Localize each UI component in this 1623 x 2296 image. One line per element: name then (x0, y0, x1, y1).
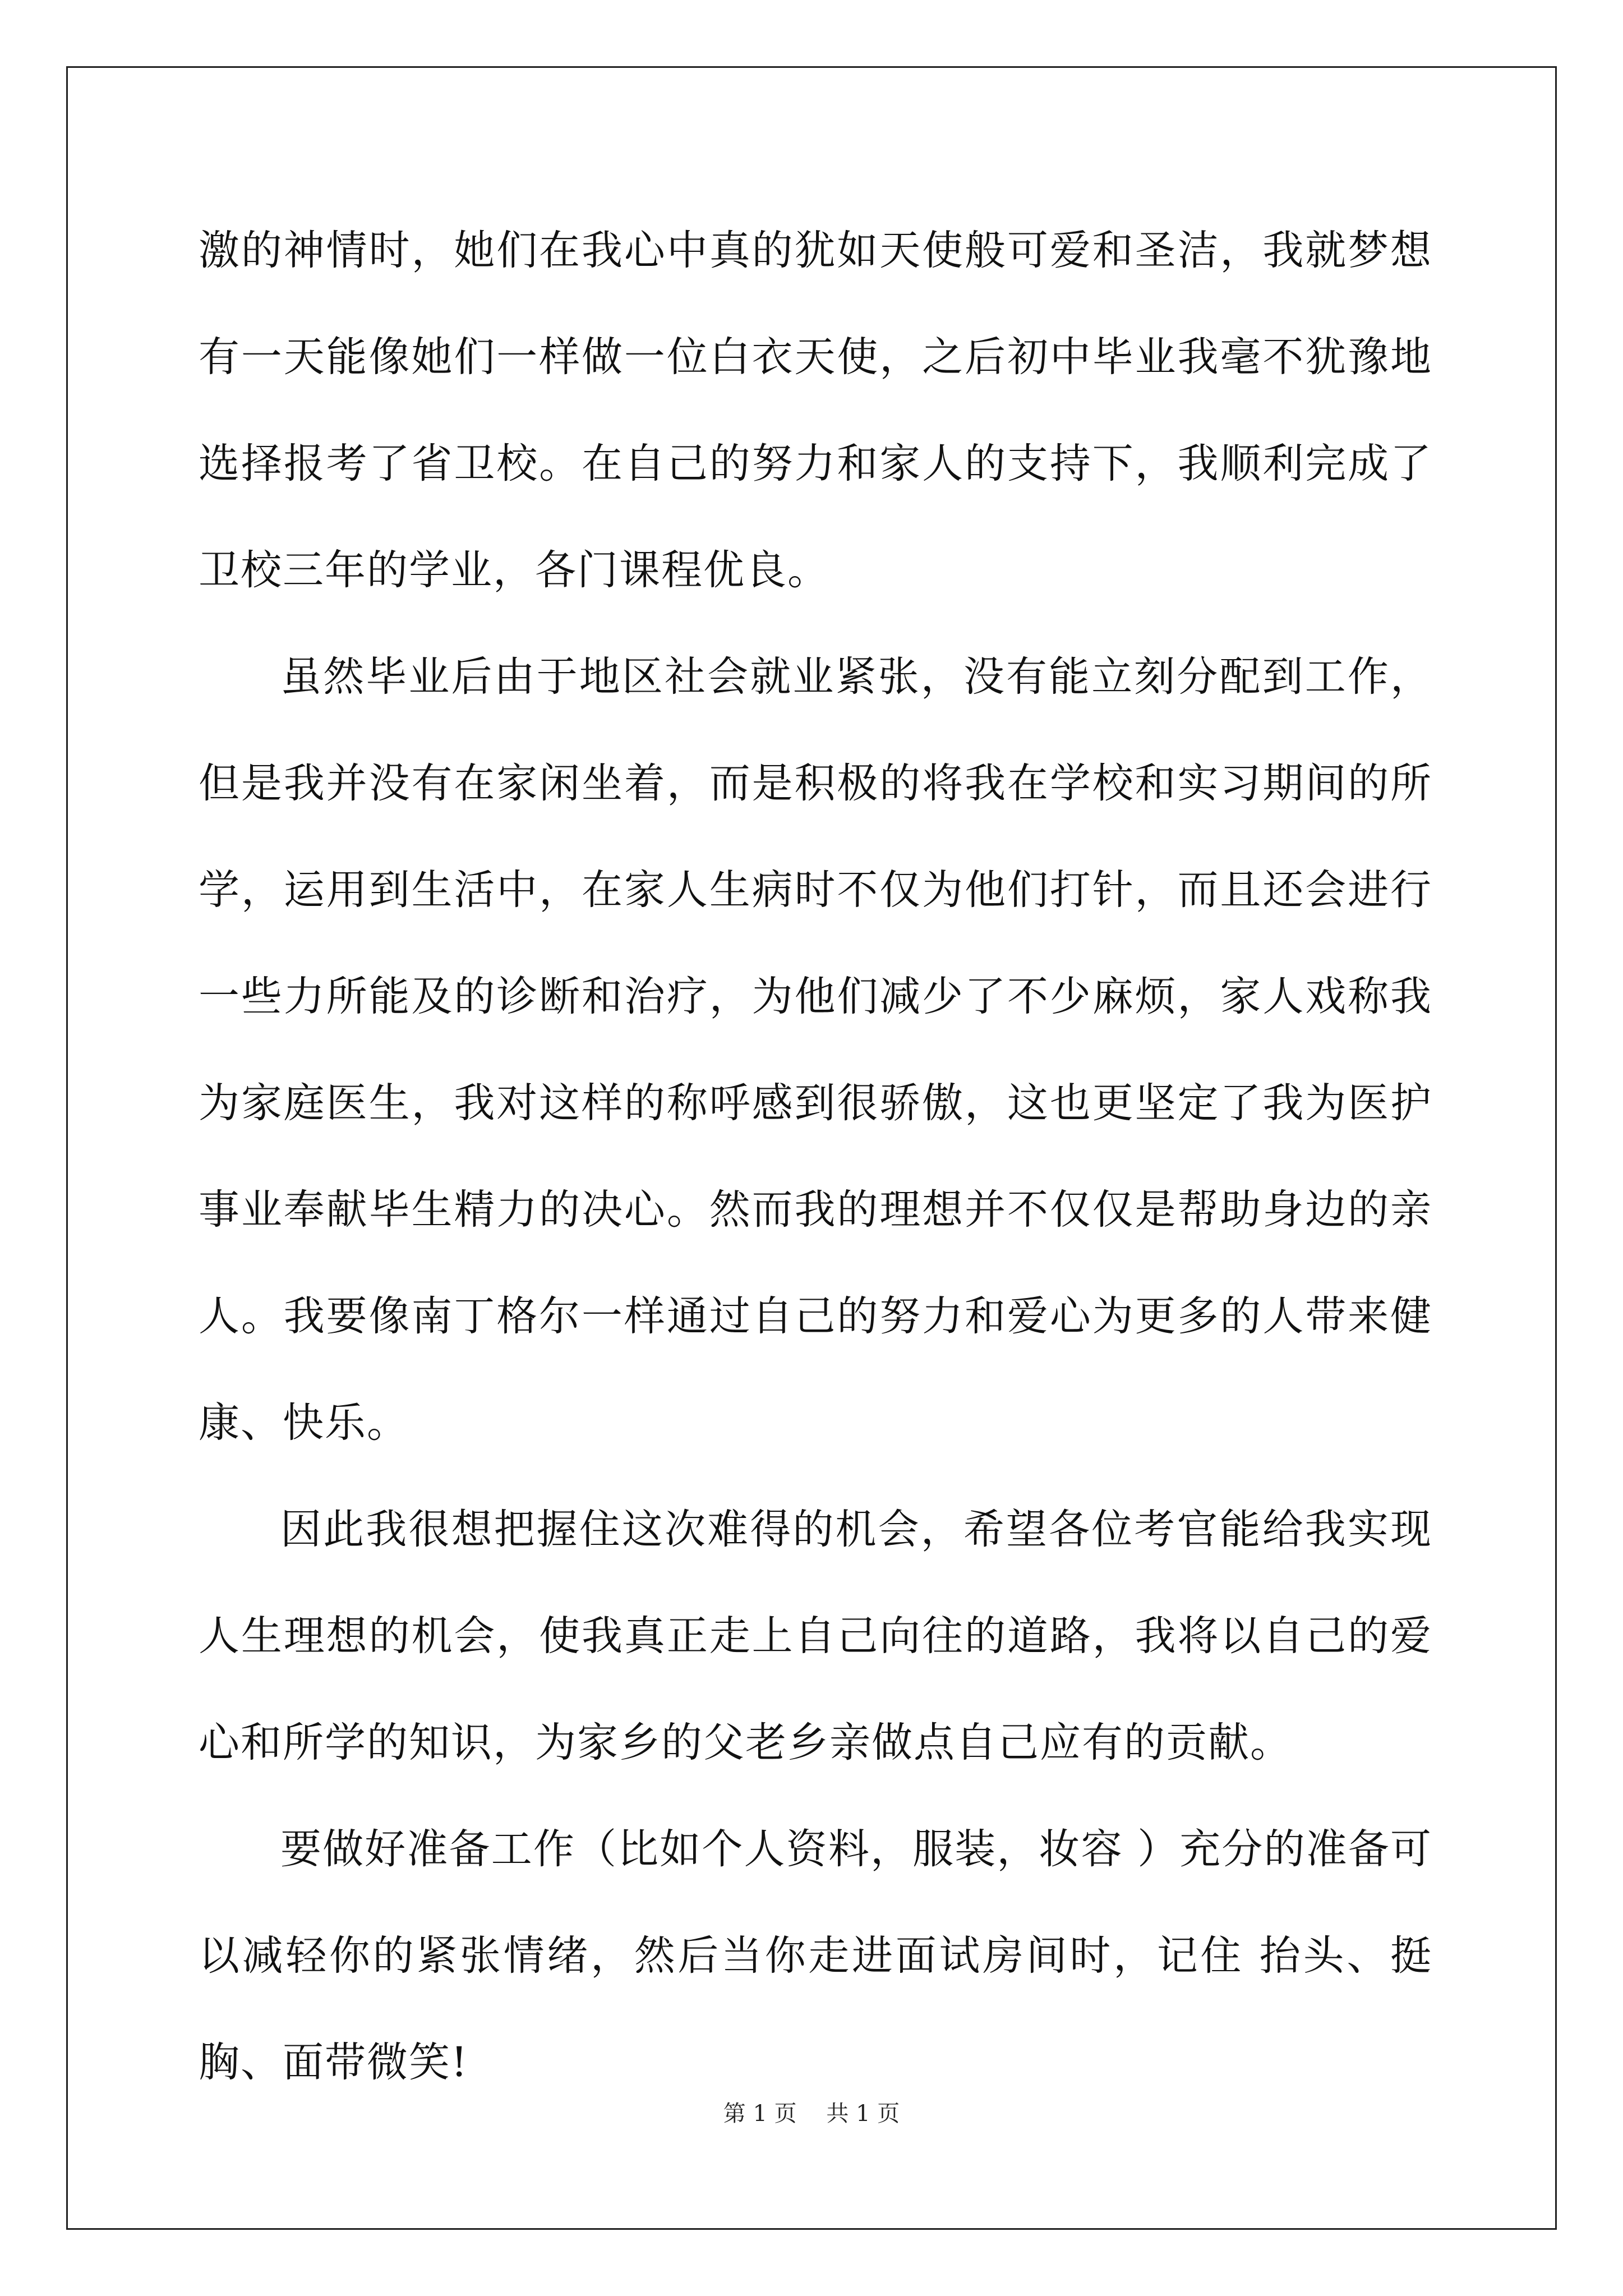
paragraph-1: 激的神情时，她们在我心中真的犹如天使般可爱和圣洁，我就梦想有一天能像她们一样做一位白衣天使，之后初中毕业我毫不犹豫地选择报考了省卫校。在自己的努力和家人的支持下，我顺利完成了卫校三年的学业，各门课程优良。 (199, 227, 1432, 594)
paragraph-4: 要做好准备工作（比如个人资料，服装，妆容 ）充分的准备可以减轻你的紧张情绪，然后当你走进面试房间时，记住 抬头、挺胸、面带微笑! (199, 1825, 1432, 2086)
page-number-current: 第 1 页 (723, 2101, 797, 2127)
paragraph-2: 虽然毕业后由于地区社会就业紧张，没有能立刻分配到工作，但是我并没有在家闲坐着，而是积极的将我在学校和实习期间的所学，运用到生活中，在家人生病时不仅为他们打针，而且还会进行一些力所能及的诊断和治疗，为他们减少了不少麻烦，家人戏称我为家庭医生，我对这样的称呼感到很骄傲，这也更坚定了我为医护事业奉献毕生精力的决心。然而我的理想并不仅仅是帮助身边的亲人。我要像南丁格尔一样通过自己的努力和爱心为更多的人带来健康、快乐。 (199, 653, 1432, 1447)
document-body (199, 197, 1432, 2116)
paragraph-3: 因此我很想把握住这次难得的机会，希望各位考官能给我实现人生理想的机会，使我真正走上自己向往的道路，我将以自己的爱心和所学的知识，为家乡的父老乡亲做点自己应有的贡献。 (199, 1506, 1432, 1766)
page-number-total: 共 1 页 (826, 2101, 900, 2127)
page-footer (0, 2097, 1623, 2131)
